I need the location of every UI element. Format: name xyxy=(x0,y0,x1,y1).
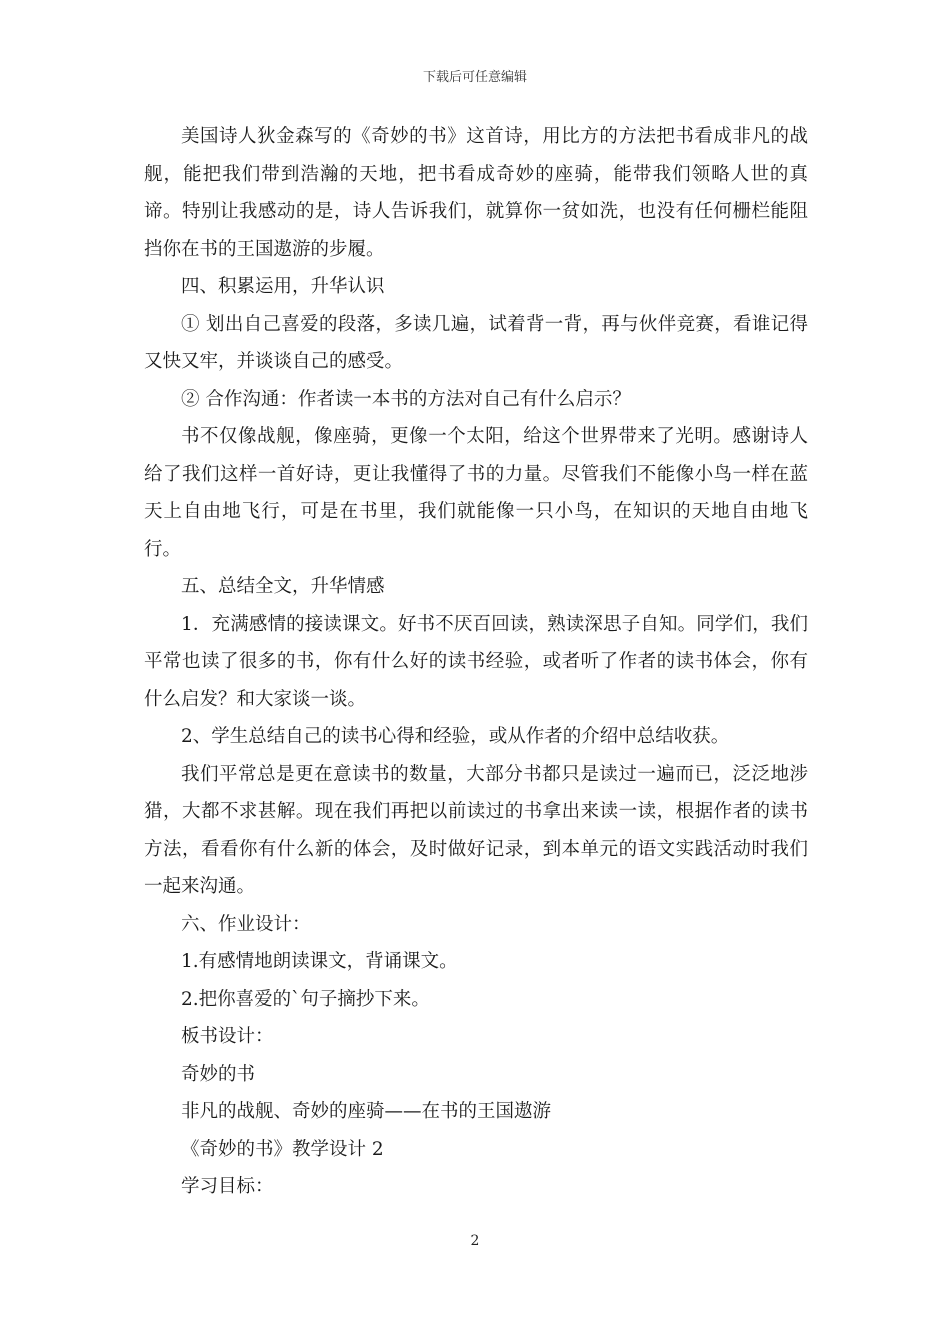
paragraph: ① 划出自己喜爱的段落，多读几遍，试着背一背，再与伙伴竞赛，看谁记得又快又牢，并谈谈自己的感受。 xyxy=(144,313,808,372)
paragraph: ② 合作沟通：作者读一本书的方法对自己有什么启示？ xyxy=(181,388,631,410)
paragraph: 美国诗人狄金森写的《奇妙的书》这首诗，用比方的方法把书看成非凡的战舰，能把我们带到浩瀚的天地，把书看成奇妙的座骑，能带我们领略人世的真谛。特别让我感动的是，诗人告诉我们，就算你一贫如洗，也没有任何栅栏能阻挡你在书的王国遨游的步履。 xyxy=(144,126,808,260)
section-heading: 板书设计： xyxy=(181,1026,274,1047)
page-number: 2 xyxy=(470,1233,480,1249)
section-heading: 五、总结全文，升华情感 xyxy=(181,576,385,597)
section-heading: 学习目标： xyxy=(181,1176,274,1197)
paragraph: 1．充满感情的接读课文。好书不厌百回读，熟读深思子自知。同学们，我们平常也读了很多的书，你有什么好的读书经验，或者听了作者的读书体会，你有什么启发？和大家谈一谈。 xyxy=(144,613,808,710)
paragraph: 我们平常总是更在意读书的数量，大部分书都只是读过一遍而已，泛泛地涉猎，大都不求甚解。现在我们再把以前读过的书拿出来读一读，根据作者的读书方法，看看你有什么新的体会，及时做好记录，到本单元的语文实践活动时我们一起来沟通。 xyxy=(144,763,808,897)
section-heading: 六、作业设计： xyxy=(181,913,311,935)
paragraph: 2、学生总结自己的读书心得和经验，或从作者的介绍中总结收获。 xyxy=(181,726,730,747)
section-title: 《奇妙的书》教学设计 2 xyxy=(181,1138,384,1160)
document-body xyxy=(144,118,808,1206)
paragraph: 书不仅像战舰，像座骑，更像一个太阳，给这个世界带来了光明。感谢诗人给了我们这样一首好诗，更让我懂得了书的力量。尽管我们不能像小鸟一样在蓝天上自由地飞行，可是在书里，我们就能像一只小鸟，在知识的天地自由地飞行。 xyxy=(144,426,808,560)
section-heading: 四、积累运用，升华认识 xyxy=(181,276,385,297)
board-content: 非凡的战舰、奇妙的座骑——在书的王国遨游 xyxy=(181,1101,552,1122)
page-header: 下载后可任意编辑 xyxy=(422,70,527,85)
list-item: 1.有感情地朗读课文，背诵课文。 xyxy=(181,951,458,972)
list-item: 2.把你喜爱的`句子摘抄下来。 xyxy=(181,988,430,1010)
board-title: 奇妙的书 xyxy=(181,1063,256,1085)
